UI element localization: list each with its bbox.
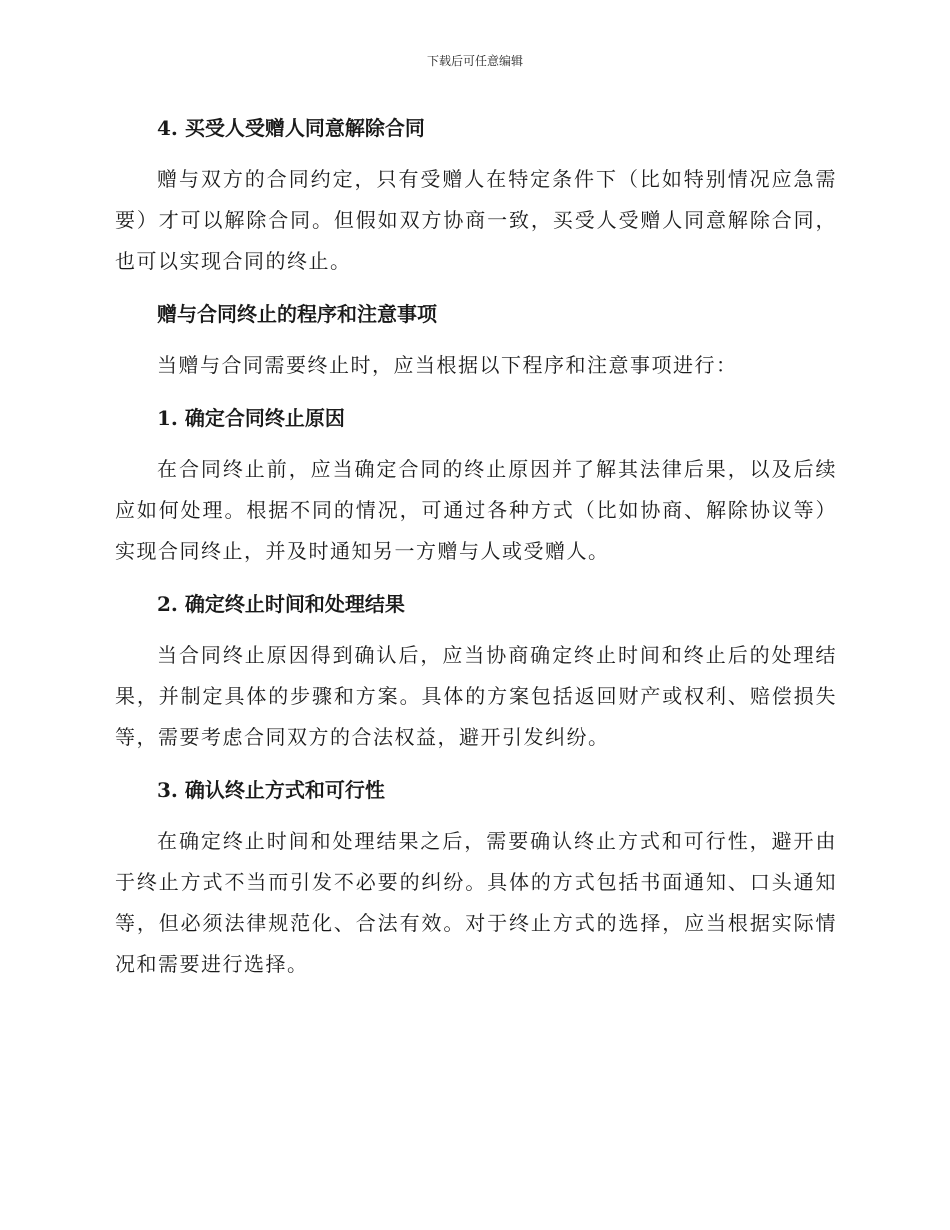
section-heading: 2. 确定终止时间和处理结果 (157, 592, 405, 616)
section-paragraph: 赠与双方的合同约定，只有受赠人在特定条件下（比如特别情况应急需要）才可以解除合同。但假如双方协商一致，买受人受赠人同意解除合同，也可以实现合同的终止。 (115, 167, 837, 273)
section-determine-time-and-result (115, 586, 837, 758)
section-confirm-method (115, 772, 837, 985)
section-paragraph: 当合同终止原因得到确认后，应当协商确定终止时间和终止后的处理结果，并制定具体的步骤和方案。具体的方案包括返回财产或权利、赔偿损失等，需要考虑合同双方的合法权益，避开引发纠纷。 (115, 643, 837, 749)
page-header-note: 下载后可任意编辑 (426, 54, 523, 68)
section-heading: 赠与合同终止的程序和注意事项 (157, 302, 437, 326)
section-heading: 1. 确定合同终止原因 (157, 406, 345, 430)
section-heading: 4. 买受人受赠人同意解除合同 (157, 116, 425, 140)
document-body (115, 110, 837, 985)
section-paragraph: 在确定终止时间和处理结果之后，需要确认终止方式和可行性，避开由于终止方式不当而引发不必要的纠纷。具体的方式包括书面通知、口头通知等，但必须法律规范化、合法有效。对于终止方式的选择，应当根据实际情况和需要进行选择。 (115, 829, 837, 976)
section-determine-reason (115, 400, 837, 572)
section-paragraph: 在合同终止前，应当确定合同的终止原因并了解其法律后果，以及后续应如何处理。根据不同的情况，可通过各种方式（比如协商、解除协议等）实现合同终止，并及时通知另一方赠与人或受赠人。 (115, 457, 837, 563)
section-heading: 3. 确认终止方式和可行性 (157, 778, 385, 802)
section-terminate-by-agreement (115, 110, 837, 282)
section-termination-procedure (115, 296, 837, 386)
section-paragraph: 当赠与合同需要终止时，应当根据以下程序和注意事项进行： (157, 353, 738, 377)
